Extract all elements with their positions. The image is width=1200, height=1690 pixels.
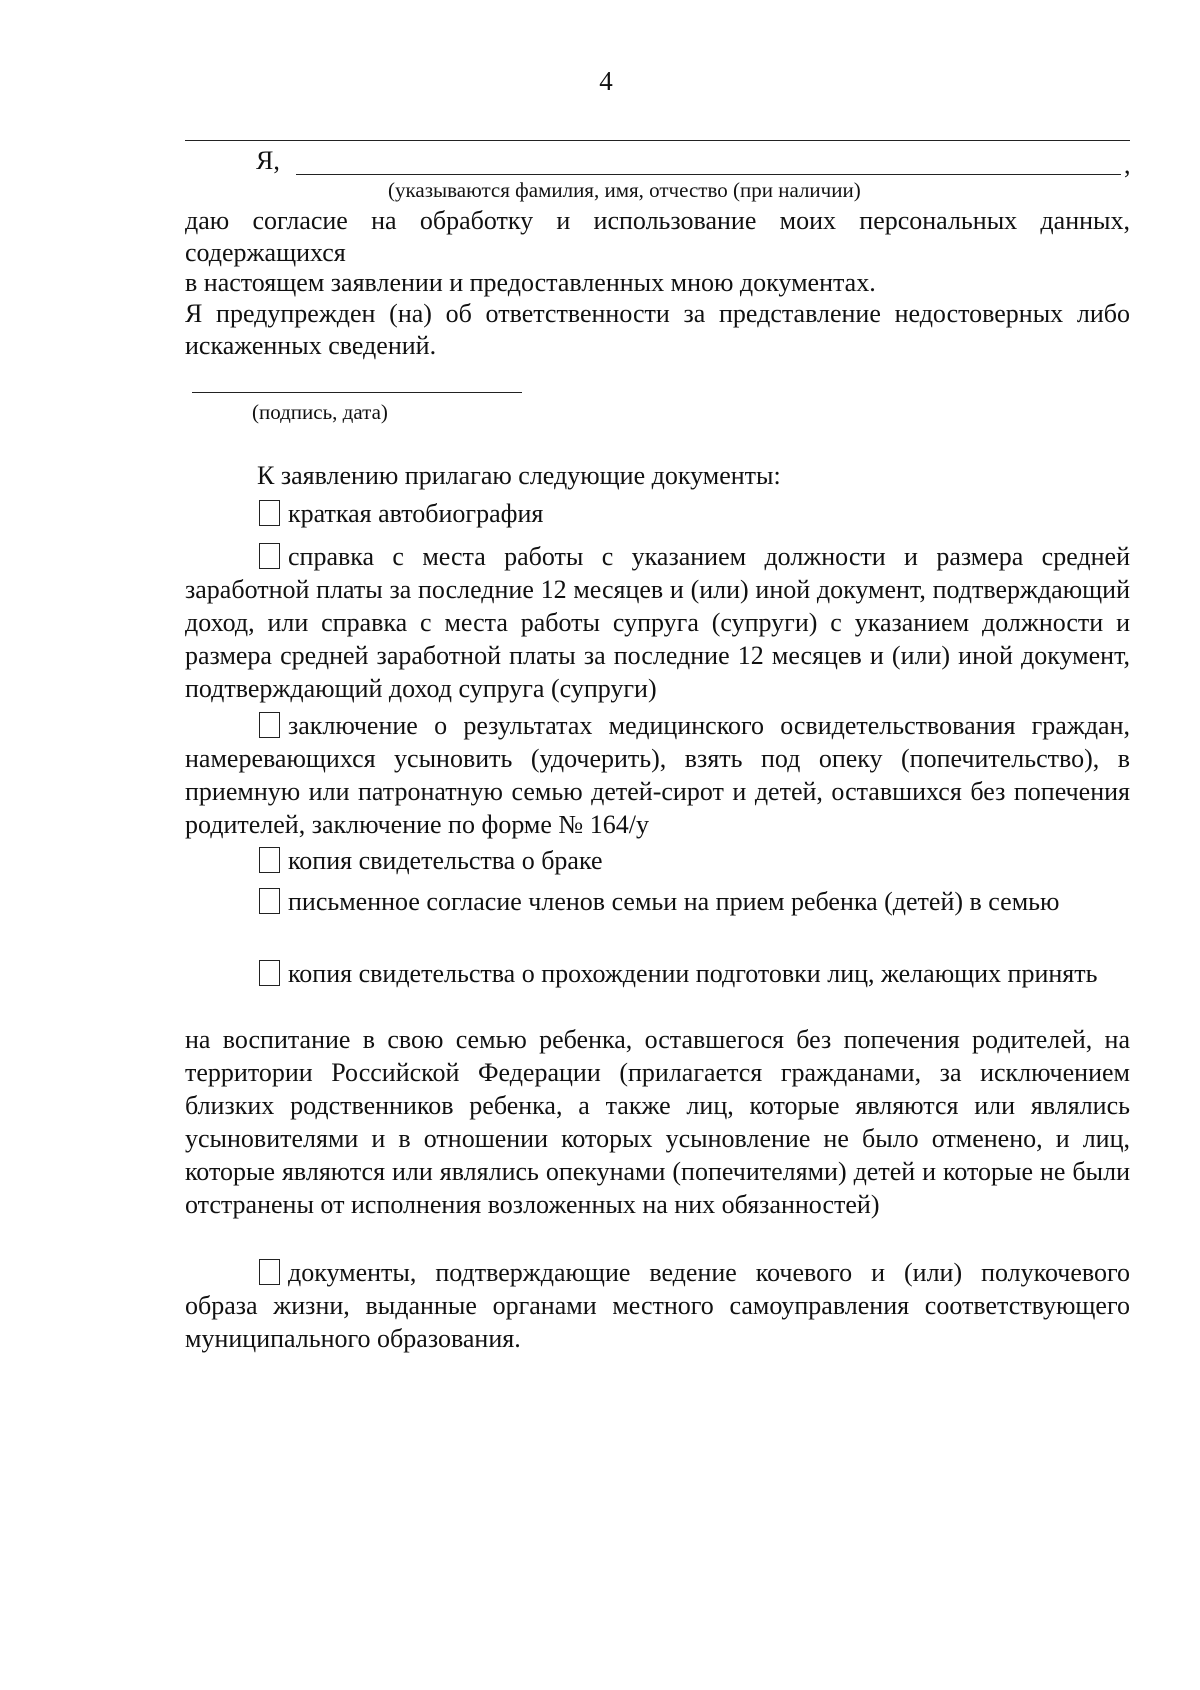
attachment-item-7 xyxy=(185,1256,1130,1355)
attachments-intro: К заявлению прилагаю следующие документы: xyxy=(257,461,781,490)
attachment-item-5 xyxy=(185,885,1130,918)
checkbox-training-certificate[interactable] xyxy=(259,960,280,986)
attachment-item-label: копия свидетельства о прохождении подготовки лиц, желающих принять xyxy=(288,959,1098,988)
checkbox-income-certificate[interactable] xyxy=(259,543,280,569)
attachment-item-2 xyxy=(185,540,1130,705)
checkbox-family-consent[interactable] xyxy=(259,888,280,914)
attachment-item-label: справка с места работы с указанием должности и размера средней заработной платы за последние 12 месяцев и (или) иной документ, подтверждающий доход, или справка с места работы супруга (супруги) с указанием должности и размера средней заработной платы за последние 12 месяцев и (или) иной документ, подтверждающий доход супруга (супруги) xyxy=(185,542,1130,703)
checkbox-marriage-certificate[interactable] xyxy=(259,847,280,873)
attachment-item-6 xyxy=(185,957,1130,990)
consent-line-1: даю согласие на обработку и использование моих персональных данных, содержащихся xyxy=(185,206,1130,267)
name-field-line xyxy=(296,174,1121,175)
signature-caption: (подпись, дата) xyxy=(252,400,388,424)
attachment-item-4 xyxy=(185,844,1130,877)
top-rule xyxy=(185,140,1130,141)
checkbox-autobiography[interactable] xyxy=(259,500,280,526)
checkbox-medical-conclusion[interactable] xyxy=(259,712,280,738)
attachment-item-label: краткая автобиография xyxy=(288,499,544,528)
attachment-item-6-continuation: на воспитание в свою семью ребенка, оставшегося без попечения родителей, на территории Российской Федерации (прилагается гражданами, за исключением близких родственников ребенка, а также лиц, которые являются или являлись усыновителями и в отношении которых усыновление не было отменено, и лиц, которые являются или являлись опекунами (попечителями) детей и которые не были отстранены от исполнения возложенных на них обязанностей) xyxy=(185,1025,1130,1219)
attachment-item-label: копия свидетельства о браке xyxy=(288,846,603,875)
name-field-comma: , xyxy=(1124,150,1131,179)
name-field-caption: (указываются фамилия, имя, отчество (при наличии) xyxy=(388,178,861,202)
attachment-item-label: письменное согласие членов семьи на прием ребенка (детей) в семью xyxy=(288,887,1060,916)
attachment-item-label: заключение о результатах медицинского освидетельствования граждан, намеревающихся усыновить (удочерить), взять под опеку (попечительство), в приемную или патронатную семью детей-сирот и детей, оставшихся без попечения родителей, заключение по форме № 164/у xyxy=(185,711,1130,839)
attachment-item-1 xyxy=(185,497,1130,530)
signature-line xyxy=(192,392,522,393)
checkbox-nomadic-lifestyle[interactable] xyxy=(259,1259,280,1285)
warning-text: Я предупрежден (на) об ответственности за представление недостоверных либо искаженных сведений. xyxy=(185,299,1130,360)
page-number: 4 xyxy=(599,66,613,96)
attachment-item-label: документы, подтверждающие ведение кочевого и (или) полукочевого образа жизни, выданные органами местного самоуправления соответствующего муниципального образования. xyxy=(185,1258,1130,1353)
ya-label: Я, xyxy=(256,146,280,175)
consent-line-2: в настоящем заявлении и предоставленных мною документах. xyxy=(185,268,876,297)
attachment-item-3 xyxy=(185,709,1130,841)
